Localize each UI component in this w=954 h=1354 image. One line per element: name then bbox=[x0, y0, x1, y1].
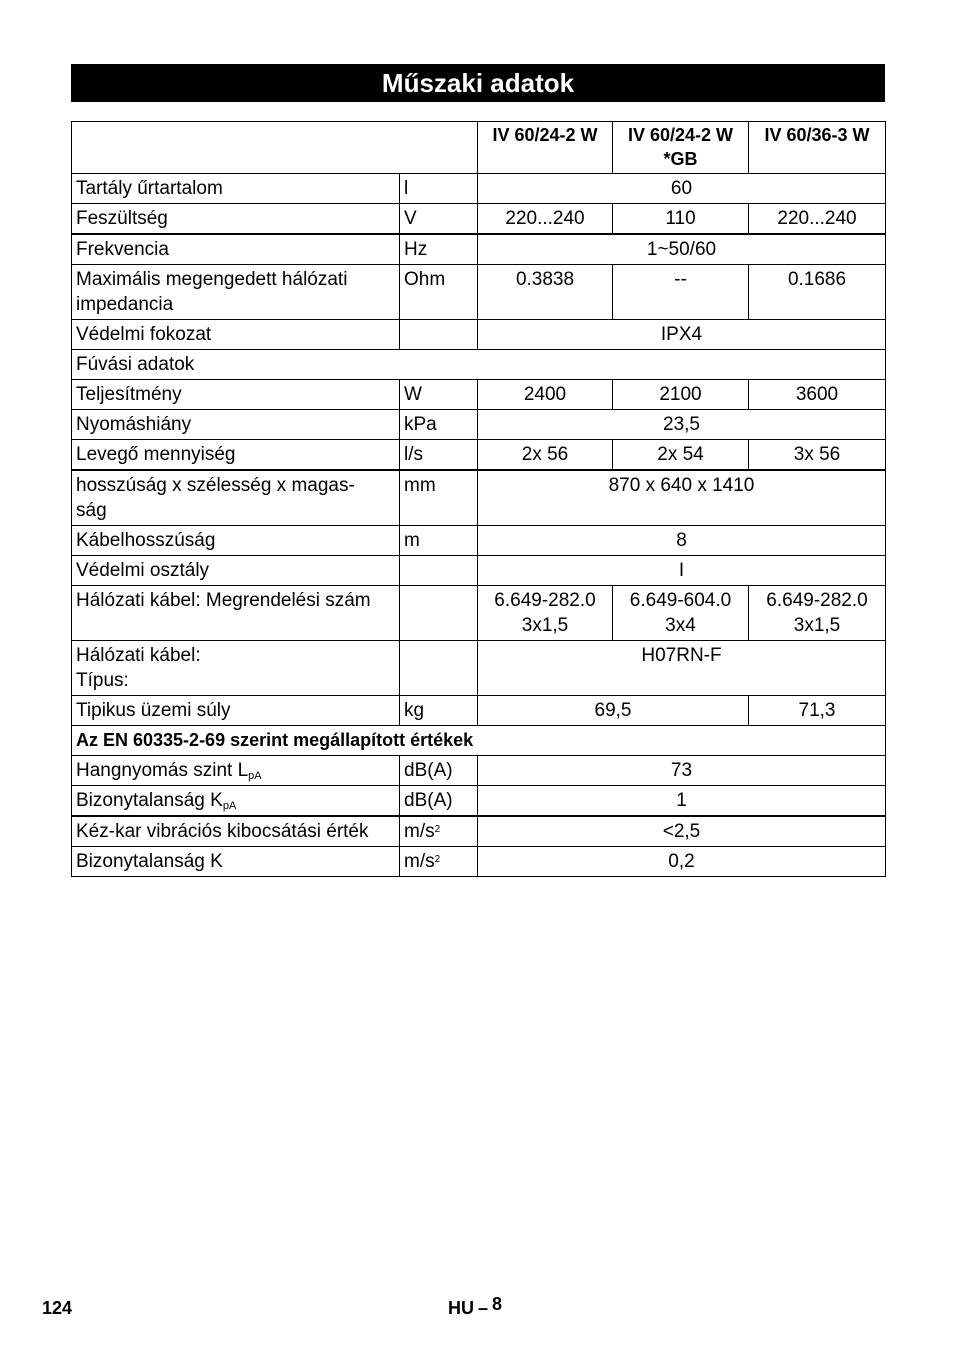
value-line: 3x1,5 bbox=[793, 615, 841, 636]
row-value: 0,2 bbox=[478, 847, 886, 877]
row-value bbox=[613, 586, 749, 641]
row-value: 220...240 bbox=[478, 204, 613, 235]
row-label: Kéz-kar vibrációs kibocsátási érték bbox=[72, 816, 400, 847]
table-header-row bbox=[72, 122, 886, 174]
section-number: 8 bbox=[492, 1294, 503, 1314]
row-label: Frekvencia bbox=[72, 234, 400, 265]
table-row bbox=[72, 174, 886, 204]
row-value: 1~50/60 bbox=[478, 234, 886, 265]
row-unit: W bbox=[400, 380, 478, 410]
row-unit: Ohm bbox=[400, 265, 478, 320]
row-unit bbox=[400, 816, 478, 847]
row-unit: Hz bbox=[400, 234, 478, 265]
row-label: Hálózati kábel: Megrendelési szám bbox=[72, 586, 400, 641]
row-label: Tipikus üzemi súly bbox=[72, 696, 400, 726]
row-unit: l bbox=[400, 174, 478, 204]
technical-data-table bbox=[71, 121, 886, 877]
row-label: Nyomáshiány bbox=[72, 410, 400, 440]
unit-text: m/s bbox=[404, 821, 435, 842]
label-line: Hálózati kábel: bbox=[76, 645, 201, 666]
row-value: 60 bbox=[478, 174, 886, 204]
row-unit: mm bbox=[400, 470, 478, 526]
table-row bbox=[72, 470, 886, 526]
row-value: 73 bbox=[478, 756, 886, 786]
row-value: 1 bbox=[478, 786, 886, 817]
label-subscript: pA bbox=[222, 800, 237, 812]
row-label: Bizonytalanság K bbox=[72, 847, 400, 877]
table-row bbox=[72, 816, 886, 847]
row-value bbox=[749, 586, 886, 641]
row-value: <2,5 bbox=[478, 816, 886, 847]
table-row bbox=[72, 756, 886, 786]
section-row bbox=[72, 350, 886, 380]
row-value: -- bbox=[613, 265, 749, 320]
table-row bbox=[72, 526, 886, 556]
row-label: Teljesítmény bbox=[72, 380, 400, 410]
label-line: ság bbox=[76, 500, 107, 521]
table-row bbox=[72, 641, 886, 696]
row-value: 870 x 640 x 1410 bbox=[478, 470, 886, 526]
label-line: hosszúság x szélesség x magas- bbox=[76, 475, 355, 496]
page-number: 124 bbox=[42, 1298, 73, 1318]
footer-language-section bbox=[448, 1294, 503, 1319]
table-row bbox=[72, 586, 886, 641]
row-label bbox=[72, 641, 400, 696]
row-value: 23,5 bbox=[478, 410, 886, 440]
table-row bbox=[72, 556, 886, 586]
row-label: Levegő mennyiség bbox=[72, 440, 400, 471]
row-value: I bbox=[478, 556, 886, 586]
row-value: 3x 56 bbox=[749, 440, 886, 471]
row-unit bbox=[400, 641, 478, 696]
row-value bbox=[478, 586, 613, 641]
row-label: Tartály űrtartalom bbox=[72, 174, 400, 204]
row-unit bbox=[400, 847, 478, 877]
unit-text: m/s bbox=[404, 851, 435, 872]
row-value: IPX4 bbox=[478, 320, 886, 350]
row-label: Védelmi osztály bbox=[72, 556, 400, 586]
row-unit: m bbox=[400, 526, 478, 556]
unit-superscript: 2 bbox=[434, 824, 441, 835]
row-value: H07RN-F bbox=[478, 641, 886, 696]
row-unit bbox=[400, 320, 478, 350]
row-value: 3600 bbox=[749, 380, 886, 410]
row-unit bbox=[400, 586, 478, 641]
row-value: 71,3 bbox=[749, 696, 886, 726]
row-unit: V bbox=[400, 204, 478, 235]
row-label bbox=[72, 786, 400, 817]
label-text: Hangnyomás szint L bbox=[76, 760, 249, 781]
section-label: Fúvási adatok bbox=[72, 350, 886, 380]
row-value: 8 bbox=[478, 526, 886, 556]
table-row bbox=[72, 696, 886, 726]
table-row bbox=[72, 410, 886, 440]
value-line: 6.649-282.0 bbox=[494, 590, 596, 611]
row-value: 2100 bbox=[613, 380, 749, 410]
row-value: 69,5 bbox=[478, 696, 749, 726]
label-subscript: pA bbox=[248, 770, 262, 782]
page-title: Műszaki adatok bbox=[71, 64, 885, 102]
table-row bbox=[72, 440, 886, 471]
model-header: IV 60/36-3 W bbox=[749, 122, 886, 174]
header-empty-cell bbox=[72, 122, 478, 174]
footer-dash: – bbox=[478, 1298, 489, 1318]
row-unit: dB(A) bbox=[400, 786, 478, 817]
row-label bbox=[72, 470, 400, 526]
row-value: 0.3838 bbox=[478, 265, 613, 320]
row-unit: kg bbox=[400, 696, 478, 726]
unit-superscript: 2 bbox=[434, 854, 441, 865]
table-row bbox=[72, 265, 886, 320]
row-value: 2x 54 bbox=[613, 440, 749, 471]
row-unit: kPa bbox=[400, 410, 478, 440]
value-line: 3x1,5 bbox=[521, 615, 569, 636]
table-row bbox=[72, 320, 886, 350]
row-label: Maximális megengedett hálózati impedancia bbox=[72, 265, 400, 320]
row-label: Feszültség bbox=[72, 204, 400, 235]
section-label: Az EN 60335-2-69 szerint megállapított értékek bbox=[72, 726, 886, 756]
row-unit: dB(A) bbox=[400, 756, 478, 786]
row-label: Kábelhosszúság bbox=[72, 526, 400, 556]
table-row bbox=[72, 204, 886, 235]
table-row bbox=[72, 786, 886, 817]
value-line: 6.649-604.0 bbox=[629, 590, 732, 611]
label-line: Típus: bbox=[76, 670, 129, 691]
row-value: 2x 56 bbox=[478, 440, 613, 471]
row-unit bbox=[400, 556, 478, 586]
label-text: Bizonytalanság K bbox=[76, 790, 223, 811]
row-value: 0.1686 bbox=[749, 265, 886, 320]
language-code: HU bbox=[448, 1298, 474, 1318]
row-value: 2400 bbox=[478, 380, 613, 410]
row-label bbox=[72, 756, 400, 786]
value-line: 3x4 bbox=[665, 615, 696, 636]
table-row bbox=[72, 380, 886, 410]
row-value: 220...240 bbox=[749, 204, 886, 235]
row-value: 110 bbox=[613, 204, 749, 235]
row-unit: l/s bbox=[400, 440, 478, 471]
row-label: Védelmi fokozat bbox=[72, 320, 400, 350]
model-header: IV 60/24-2 W bbox=[478, 122, 613, 174]
model-header: IV 60/24-2 W *GB bbox=[613, 122, 749, 174]
table-row bbox=[72, 234, 886, 265]
section-row bbox=[72, 726, 886, 756]
table-row bbox=[72, 847, 886, 877]
value-line: 6.649-282.0 bbox=[766, 590, 868, 611]
